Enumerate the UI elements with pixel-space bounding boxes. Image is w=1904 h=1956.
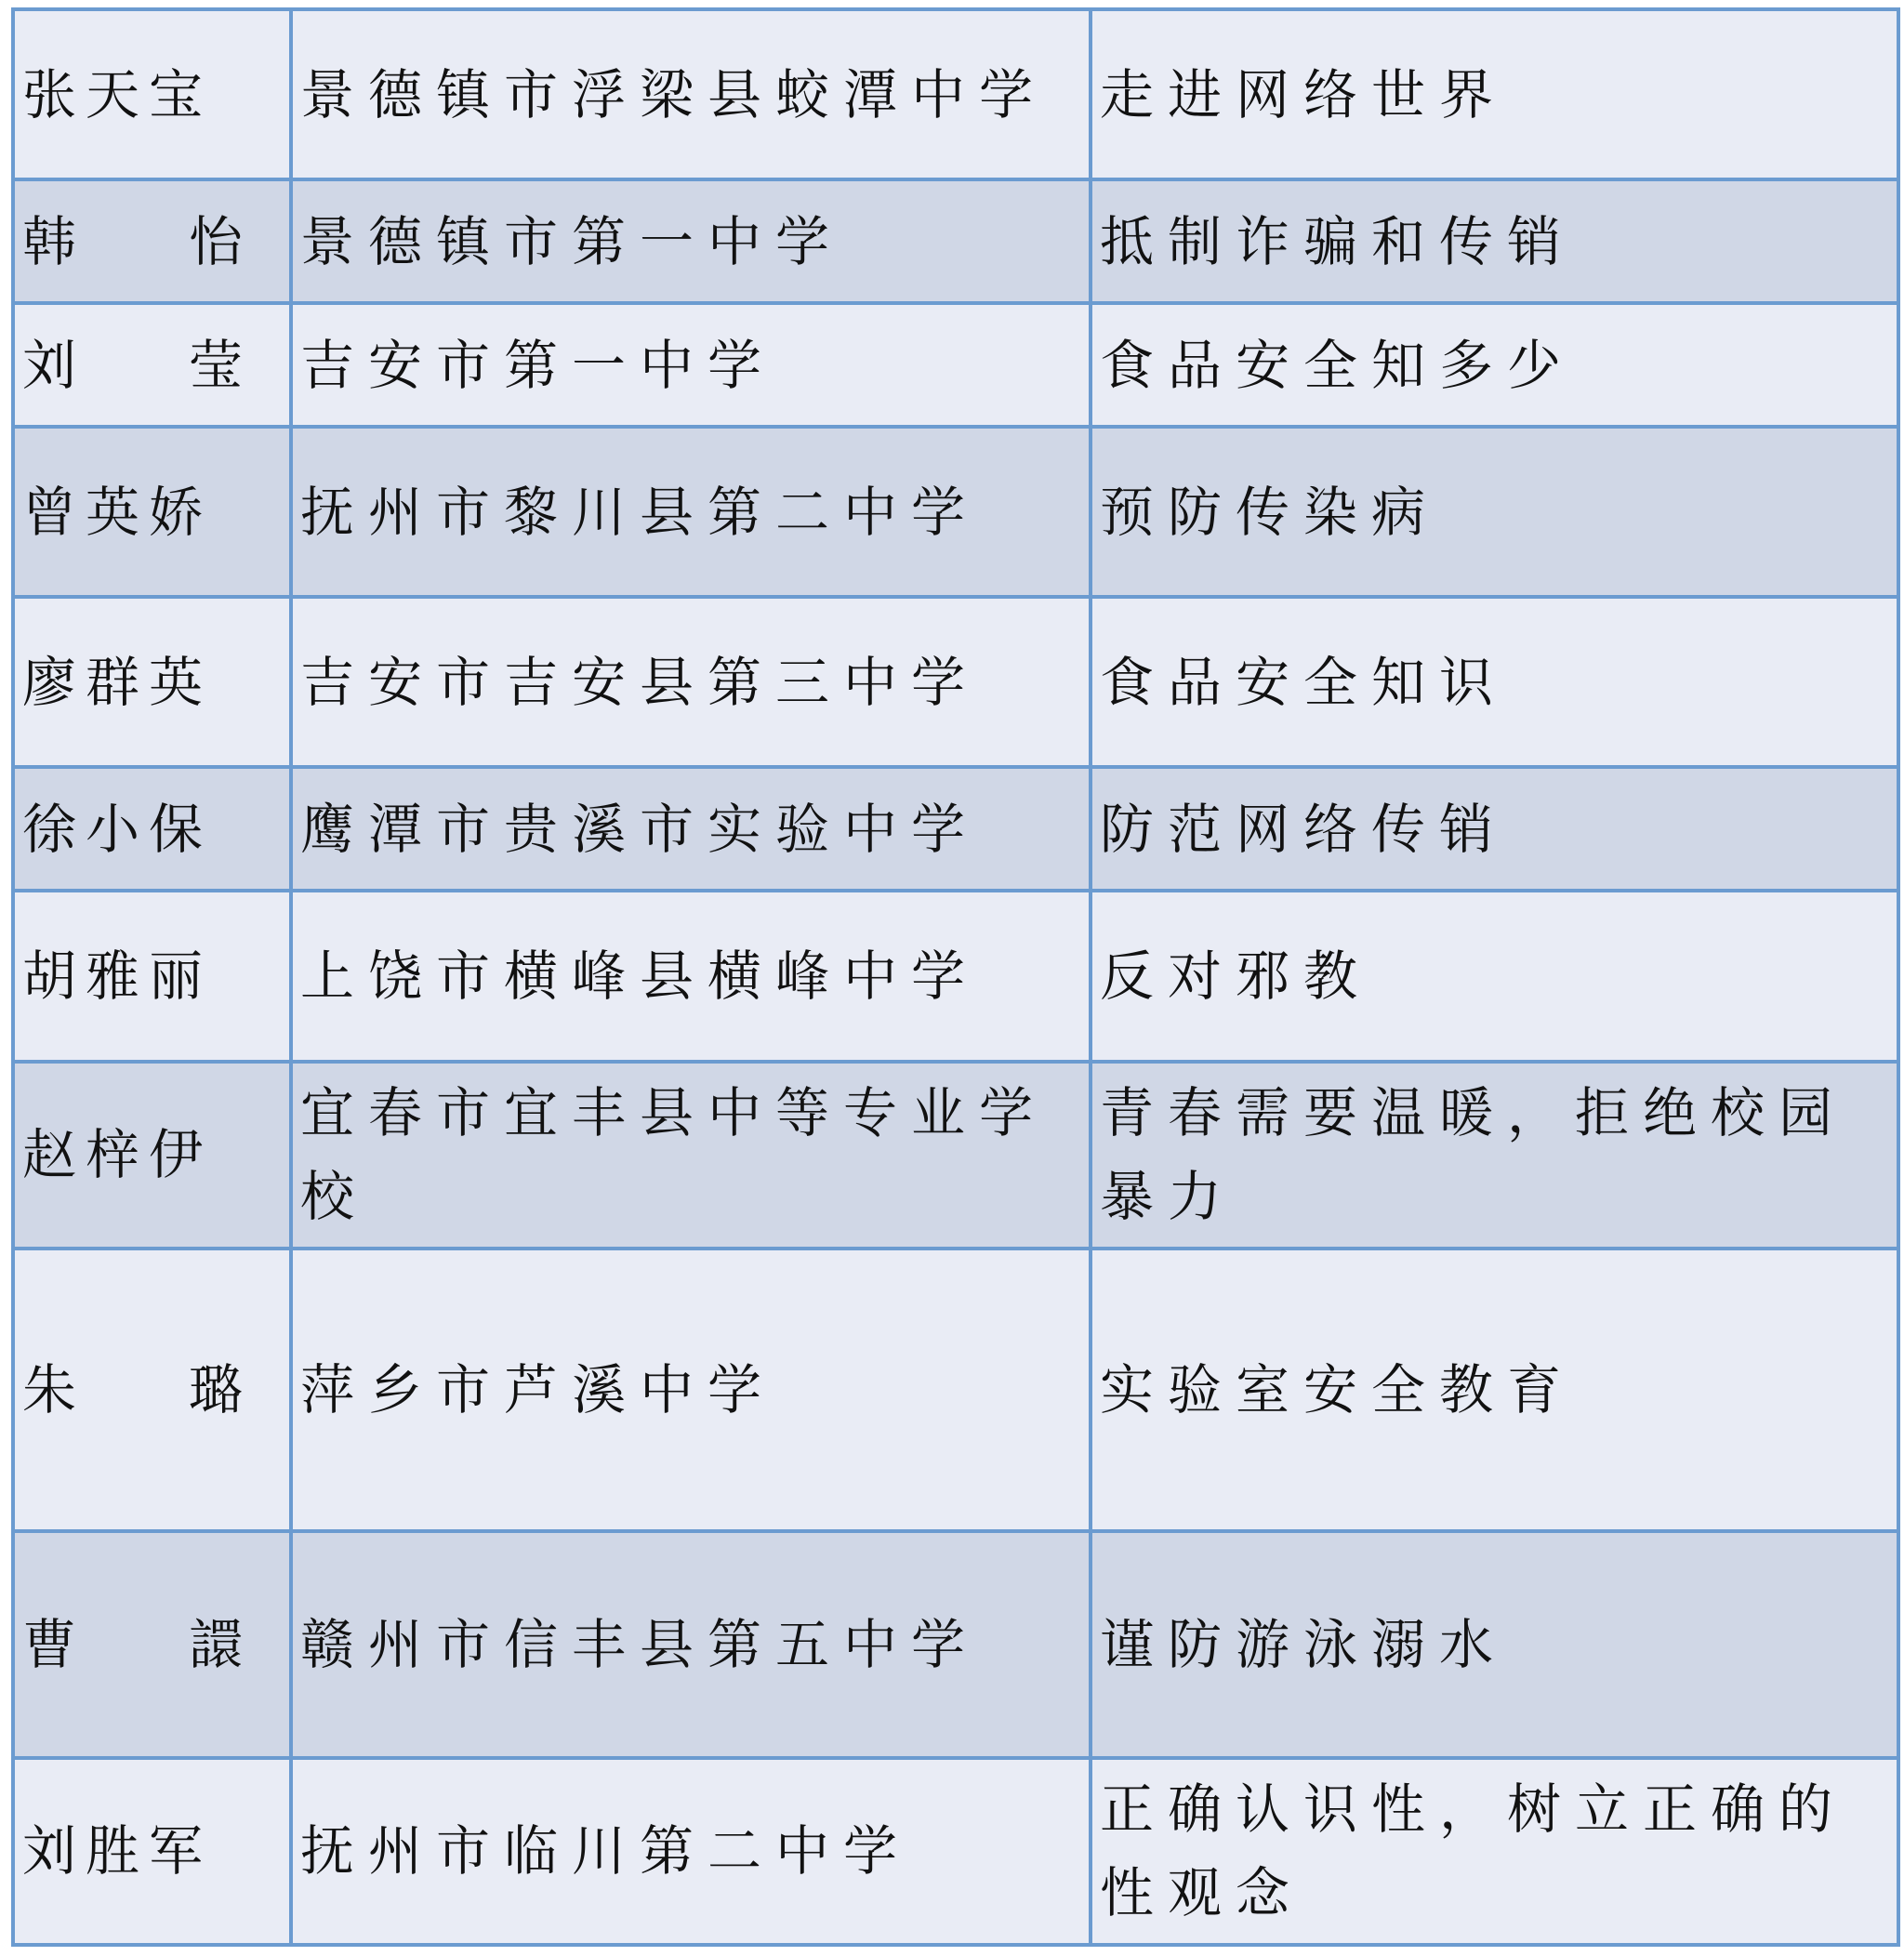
school-name: 鹰潭市贵溪市实验中学 xyxy=(300,797,980,861)
student-name: 曾英娇 xyxy=(22,480,213,544)
topic-cell xyxy=(1091,179,1898,303)
student-name-surname: 韩 xyxy=(22,209,86,273)
student-name-given: 璐 xyxy=(188,1357,252,1421)
student-name-given: 譞 xyxy=(188,1612,252,1676)
student-name: 胡雅丽 xyxy=(22,944,213,1008)
student-name: 张天宝 xyxy=(22,62,213,126)
student-name-given: 莹 xyxy=(188,333,252,397)
school-cell xyxy=(291,9,1091,179)
school-name: 景德镇市第一中学 xyxy=(300,209,844,273)
school-name: 抚州市黎川县第二中学 xyxy=(300,480,980,544)
student-name-cell xyxy=(13,597,291,767)
topic-cell xyxy=(1091,1758,1898,1945)
topic-cell xyxy=(1091,1531,1898,1758)
topic-text: 食品安全知识 xyxy=(1100,650,1508,714)
school-name: 景德镇市浮梁县蛟潭中学 xyxy=(300,62,1048,126)
student-name: 刘胜军 xyxy=(22,1819,213,1883)
student-name: 赵梓伊 xyxy=(22,1123,213,1187)
student-name-cell xyxy=(13,427,291,597)
topic-cell xyxy=(1091,427,1898,597)
table-row xyxy=(13,1758,1898,1945)
student-name xyxy=(22,324,289,407)
student-name-surname: 刘 xyxy=(22,333,86,397)
topic-cell xyxy=(1091,303,1898,427)
table-row xyxy=(13,597,1898,767)
student-name-cell xyxy=(13,303,291,427)
school-cell xyxy=(291,427,1091,597)
school-name: 宜春市宜丰县中等专业学校 xyxy=(300,1081,1048,1229)
topic-cell xyxy=(1091,1062,1898,1249)
topic-text: 预防传染病 xyxy=(1100,480,1440,544)
table-row xyxy=(13,767,1898,891)
topic-cell xyxy=(1091,891,1898,1061)
student-name-cell xyxy=(13,1531,291,1758)
topic-cell xyxy=(1091,1249,1898,1531)
table-row xyxy=(13,1062,1898,1249)
table-row xyxy=(13,427,1898,597)
topic-text: 走进网络世界 xyxy=(1100,62,1508,126)
student-name-given: 怡 xyxy=(188,209,252,273)
student-name-cell xyxy=(13,1062,291,1249)
student-name-cell xyxy=(13,9,291,179)
table-row xyxy=(13,179,1898,303)
school-cell xyxy=(291,1062,1091,1249)
topic-cell xyxy=(1091,597,1898,767)
school-name: 抚州市临川第二中学 xyxy=(300,1819,912,1883)
table-row xyxy=(13,1531,1898,1758)
topic-text: 正确认识性，树立正确的性观念 xyxy=(1100,1778,1847,1925)
school-name: 萍乡市芦溪中学 xyxy=(300,1357,776,1421)
student-name-surname: 曹 xyxy=(22,1612,86,1676)
table-row xyxy=(13,1249,1898,1531)
student-name-cell xyxy=(13,767,291,891)
school-cell xyxy=(291,179,1091,303)
school-cell xyxy=(291,891,1091,1061)
school-name: 吉安市吉安县第三中学 xyxy=(300,650,980,714)
school-cell xyxy=(291,767,1091,891)
school-cell xyxy=(291,1531,1091,1758)
topic-text: 谨防游泳溺水 xyxy=(1100,1612,1508,1676)
roster-table xyxy=(11,7,1900,1947)
table-row xyxy=(13,303,1898,427)
school-cell xyxy=(291,303,1091,427)
student-name xyxy=(22,200,289,284)
table-row xyxy=(13,9,1898,179)
school-cell xyxy=(291,1758,1091,1945)
school-cell xyxy=(291,597,1091,767)
student-name: 徐小保 xyxy=(22,797,213,861)
topic-text: 反对邪教 xyxy=(1100,944,1372,1008)
student-name: 廖群英 xyxy=(22,650,213,714)
school-name: 赣州市信丰县第五中学 xyxy=(300,1612,980,1676)
topic-text: 抵制诈骗和传销 xyxy=(1100,209,1576,273)
table-row xyxy=(13,891,1898,1061)
school-name: 上饶市横峰县横峰中学 xyxy=(300,944,980,1008)
student-name xyxy=(22,1348,289,1432)
school-name: 吉安市第一中学 xyxy=(300,333,776,397)
topic-text: 青春需要温暖，拒绝校园暴力 xyxy=(1100,1081,1847,1229)
student-name-cell xyxy=(13,179,291,303)
student-name-cell xyxy=(13,891,291,1061)
student-name xyxy=(22,1603,289,1686)
student-name-cell xyxy=(13,1758,291,1945)
topic-text: 防范网络传销 xyxy=(1100,797,1508,861)
school-cell xyxy=(291,1249,1091,1531)
topic-cell xyxy=(1091,9,1898,179)
topic-text: 实验室安全教育 xyxy=(1100,1357,1576,1421)
topic-text: 食品安全知多少 xyxy=(1100,333,1576,397)
topic-cell xyxy=(1091,767,1898,891)
student-name-cell xyxy=(13,1249,291,1531)
student-name-surname: 朱 xyxy=(22,1357,86,1421)
